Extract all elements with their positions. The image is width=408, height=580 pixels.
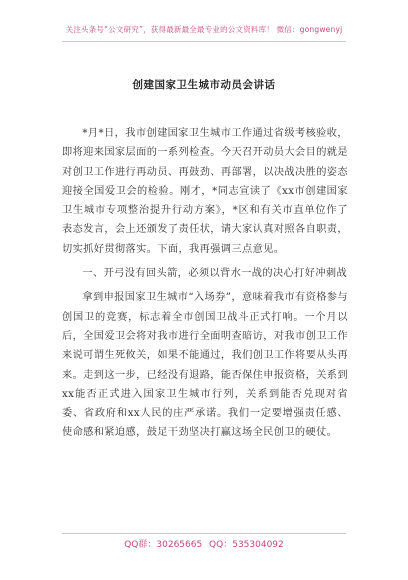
paragraph-section-one: 拿到申报国家卫生城市“入场券”，意味着我市有资格参与创国卫的竞赛，标志着全市创国卫战斗正式打响。一个月以后，全国爱卫会将对我市进行全面明查暗访，对我市创卫工作来说可谓生死攸关，如果不能通过，我们创卫工作将要从头再来。走到这一步，已经没有退路，能否保住申报资格，关系到xx能否正式进入国家卫生城市行列，关系到能否兑现对省委、省政府和xx人民的庄严承诺。我们一定要增强责任感、使命感和紧迫感，鼓足干劲坚决打赢这场全民创卫的硬仗。 bbox=[62, 292, 348, 439]
footer-note: QQ群：30265665 QQ：535304092 bbox=[124, 540, 284, 550]
section-heading: 一、开弓没有回头箭，必须以背水一战的决心打好冲刺战 bbox=[82, 268, 348, 280]
header-note: 关注头条号“公文研究”，获得最新最全最专业的公文资料库！ 微信：gongwenyj bbox=[65, 25, 343, 34]
paragraph-intro: *月*日，我市创建国家卫生城市工作通过省级考核验收，即将迎来国家层面的一系列检查。今天召开动员大会目的就是对创卫工作进行再动员、再鼓劲、再部署，以决战决胜的姿态迎接全国爱卫会的检验。刚才，*同志宣读了《xx市创建国家卫生城市专项整治提升行动方案》，*区和有关市直单位作了表态发言，会上还颁发了责任状，请大家认真对照各自职责，切实抓好贯彻落实。下面，我再强调三点意见。 bbox=[62, 128, 348, 255]
document-body bbox=[62, 124, 348, 443]
footer-divider bbox=[62, 533, 346, 534]
document-title: 创建国家卫生城市动员会讲话 bbox=[132, 79, 276, 91]
header-divider bbox=[62, 41, 346, 42]
